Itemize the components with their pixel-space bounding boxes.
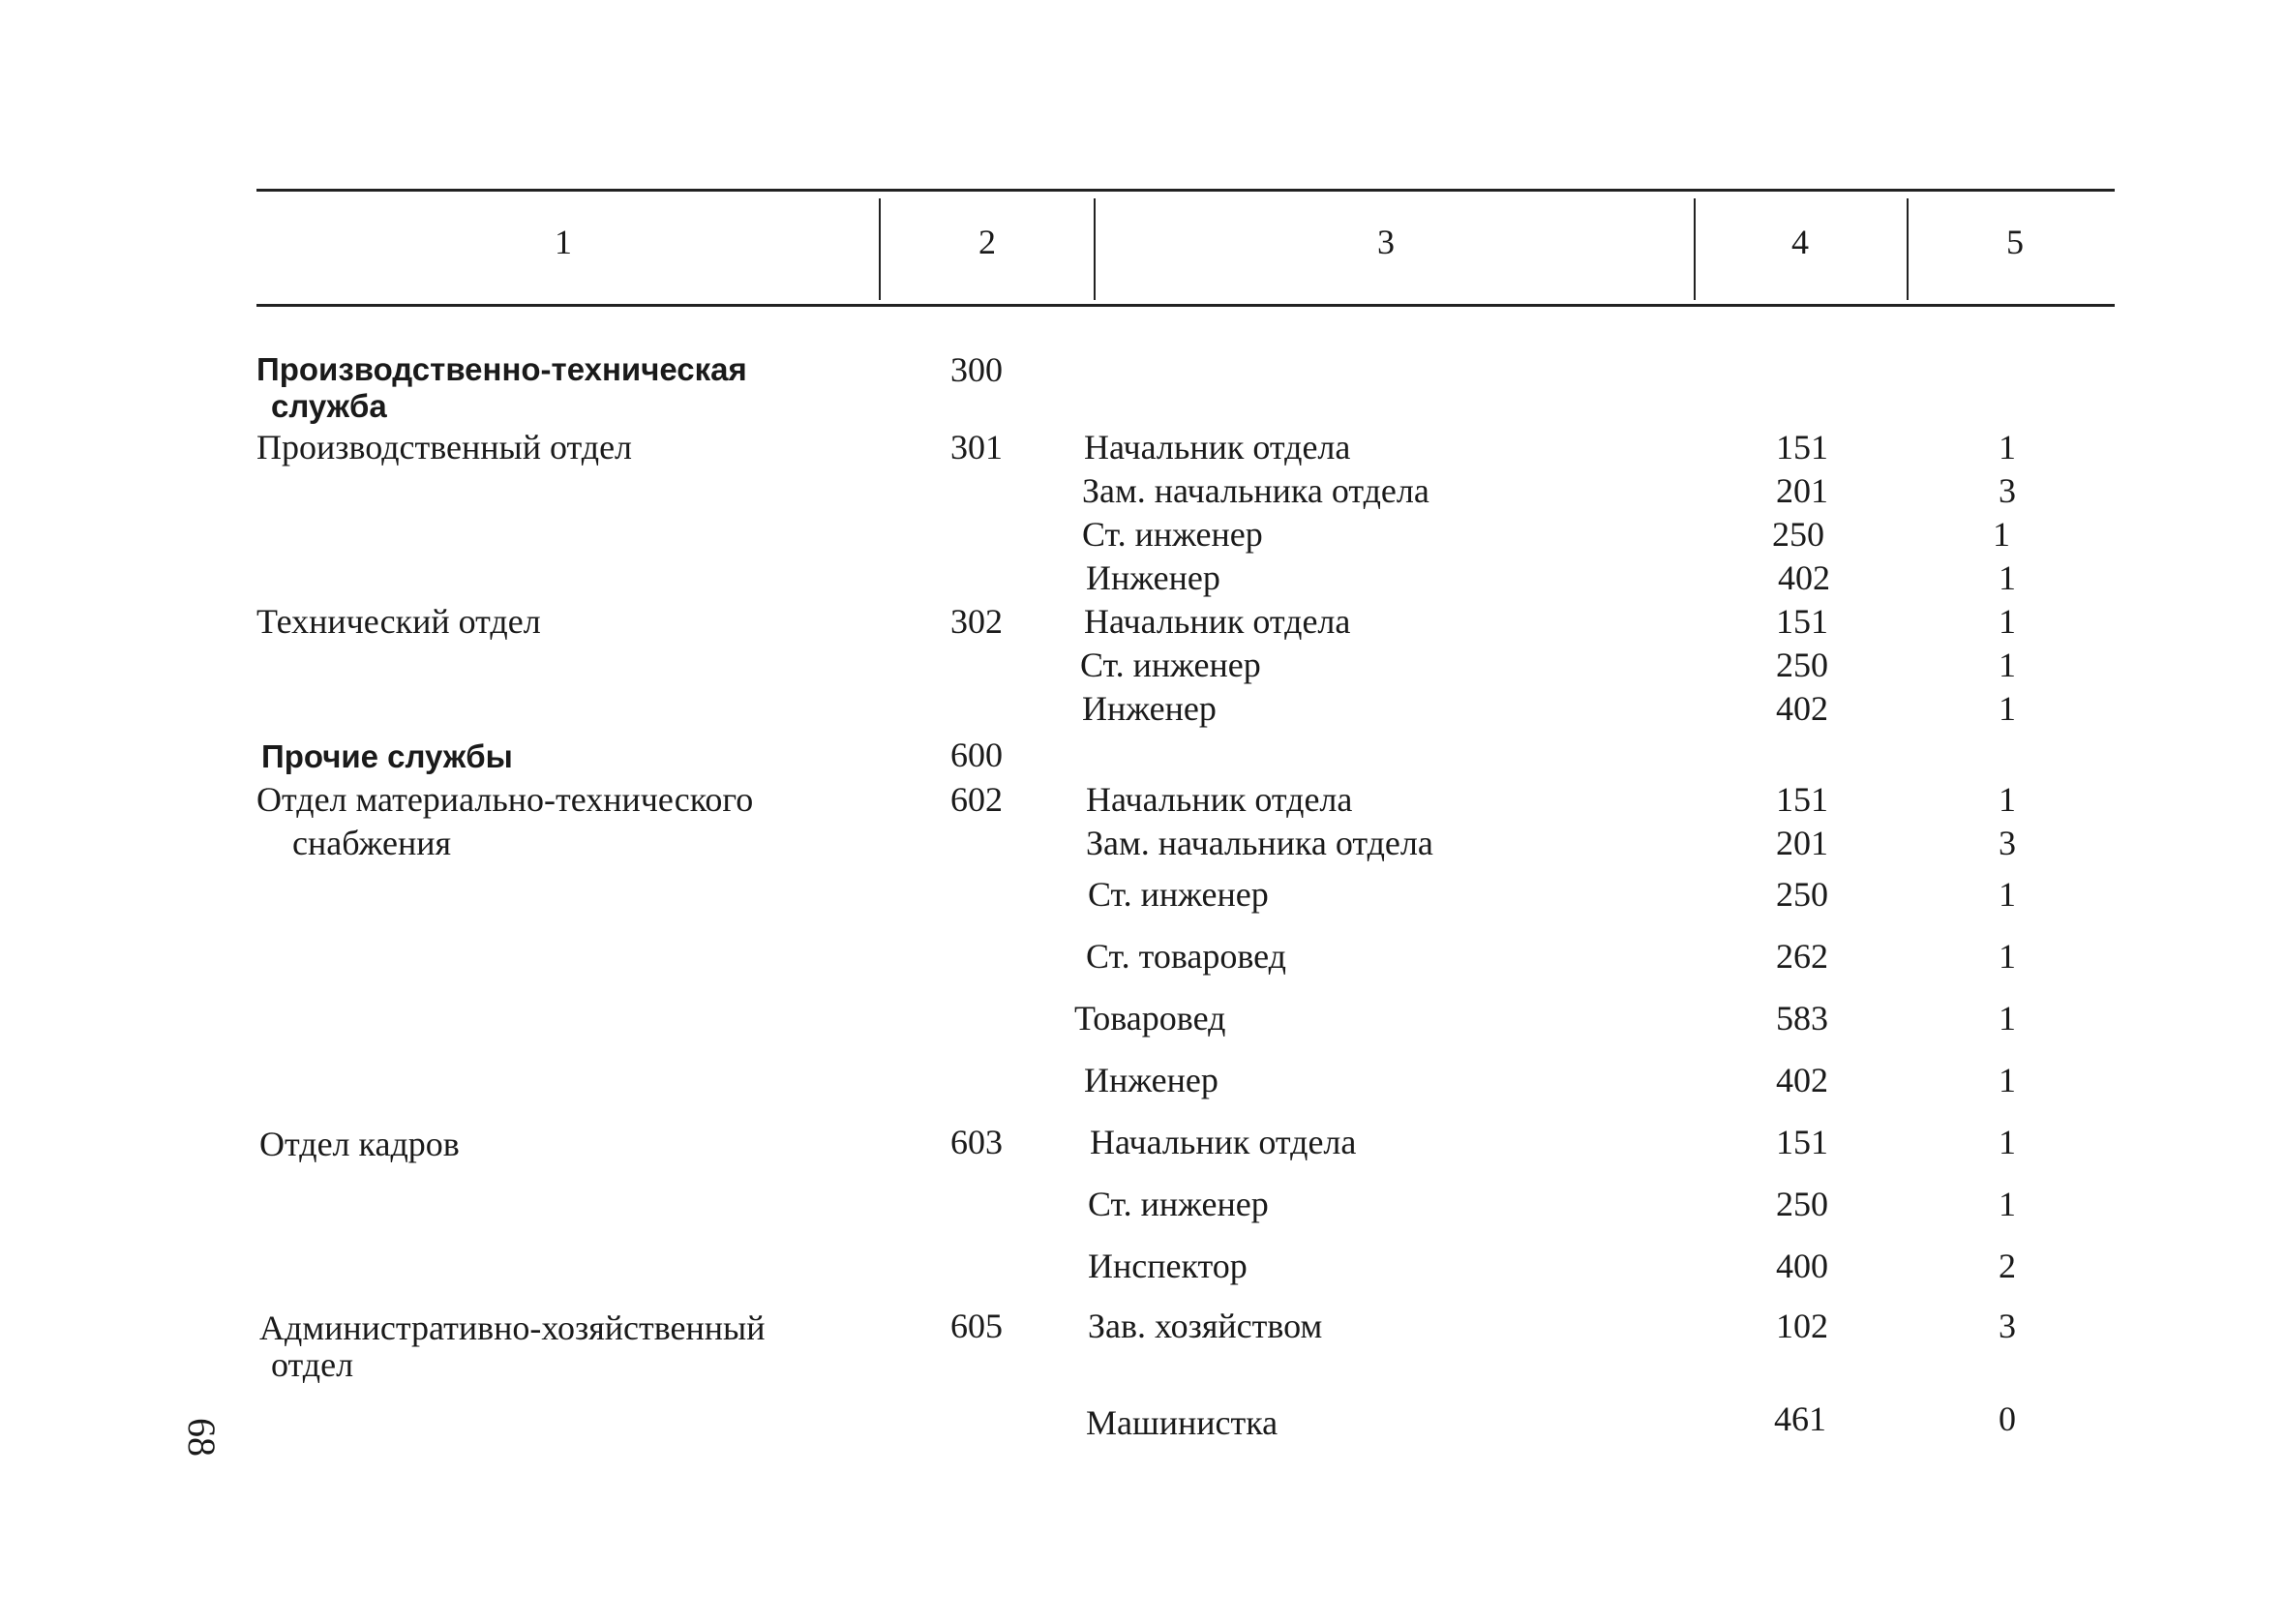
column-header-4: 4 [1791, 223, 1809, 261]
position-code: 250 [1776, 1185, 1828, 1223]
position-count: 1 [1999, 1185, 2016, 1223]
department-name: Производственный отдел [256, 428, 633, 466]
header-separator [1694, 198, 1696, 300]
section-title-cont: служба [271, 388, 387, 424]
position-count: 1 [1999, 602, 2016, 641]
column-header-3: 3 [1377, 223, 1395, 261]
department-name: Отдел материально-технического [256, 780, 754, 819]
column-header-5: 5 [2006, 223, 2024, 261]
position-code: 250 [1776, 875, 1828, 914]
position-code: 201 [1776, 471, 1828, 510]
column-header-2: 2 [978, 223, 996, 261]
table-top-rule [256, 189, 2115, 192]
position-name: Инженер [1084, 1061, 1218, 1099]
table-header-bottom-rule [256, 304, 2115, 307]
position-count: 1 [1999, 1123, 2016, 1161]
position-count: 1 [1999, 1061, 2016, 1099]
position-code: 151 [1776, 428, 1828, 466]
position-count: 1 [1999, 689, 2016, 728]
position-count: 3 [1999, 471, 2016, 510]
section-code: 300 [950, 350, 1003, 389]
page-number: 68 [180, 1418, 224, 1457]
position-count: 1 [1999, 428, 2016, 466]
position-code: 400 [1776, 1247, 1828, 1285]
position-code: 461 [1774, 1399, 1826, 1438]
position-count: 1 [1999, 937, 2016, 976]
position-name: Инженер [1086, 558, 1220, 597]
position-count: 3 [1999, 1307, 2016, 1345]
department-name: Технический отдел [256, 602, 541, 641]
position-count: 0 [1999, 1399, 2016, 1438]
position-name: Зам. начальника отдела [1086, 824, 1433, 862]
position-name: Начальник отдела [1086, 780, 1353, 819]
header-separator [879, 198, 881, 300]
position-name: Начальник отдела [1090, 1123, 1357, 1161]
position-count: 1 [1999, 999, 2016, 1038]
department-code: 603 [950, 1123, 1003, 1161]
position-name: Машинистка [1086, 1403, 1278, 1442]
section-title: Прочие службы [261, 738, 513, 774]
position-code: 102 [1776, 1307, 1828, 1345]
position-count: 1 [1999, 646, 2016, 684]
position-count: 1 [1999, 875, 2016, 914]
position-name: Инспектор [1088, 1247, 1248, 1285]
header-separator [1094, 198, 1096, 300]
position-count: 1 [1999, 558, 2016, 597]
position-code: 151 [1776, 1123, 1828, 1161]
department-code: 302 [950, 602, 1003, 641]
section-code: 600 [950, 736, 1003, 774]
department-code: 301 [950, 428, 1003, 466]
position-code: 402 [1778, 558, 1830, 597]
department-code: 605 [950, 1307, 1003, 1345]
position-count: 2 [1999, 1247, 2016, 1285]
position-name: Ст. инженер [1082, 515, 1263, 554]
position-code: 402 [1776, 1061, 1828, 1099]
position-name: Ст. инженер [1088, 1185, 1269, 1223]
position-code: 262 [1776, 937, 1828, 976]
position-name: Ст. товаровед [1086, 937, 1286, 976]
position-count: 3 [1999, 824, 2016, 862]
position-code: 583 [1776, 999, 1828, 1038]
position-name: Зав. хозяйством [1088, 1307, 1323, 1345]
position-name: Инженер [1082, 689, 1217, 728]
section-title: Производственно-техническая [256, 351, 747, 387]
department-name-cont: отдел [271, 1345, 354, 1384]
position-name: Ст. инженер [1080, 646, 1261, 684]
position-count: 1 [1993, 515, 2010, 554]
department-name: Административно-хозяйственный [259, 1308, 766, 1347]
header-separator [1907, 198, 1909, 300]
position-name: Зам. начальника отдела [1082, 471, 1429, 510]
position-name: Ст. инженер [1088, 875, 1269, 914]
position-code: 250 [1776, 646, 1828, 684]
department-name-cont: снабжения [292, 824, 452, 862]
position-name: Начальник отдела [1084, 428, 1351, 466]
position-code: 402 [1776, 689, 1828, 728]
department-code: 602 [950, 780, 1003, 819]
position-code: 201 [1776, 824, 1828, 862]
position-name: Начальник отдела [1084, 602, 1351, 641]
position-name: Товаровед [1074, 999, 1226, 1038]
position-code: 151 [1776, 780, 1828, 819]
position-code: 151 [1776, 602, 1828, 641]
department-name: Отдел кадров [259, 1125, 460, 1163]
column-header-1: 1 [555, 223, 572, 261]
position-code: 250 [1772, 515, 1824, 554]
position-count: 1 [1999, 780, 2016, 819]
